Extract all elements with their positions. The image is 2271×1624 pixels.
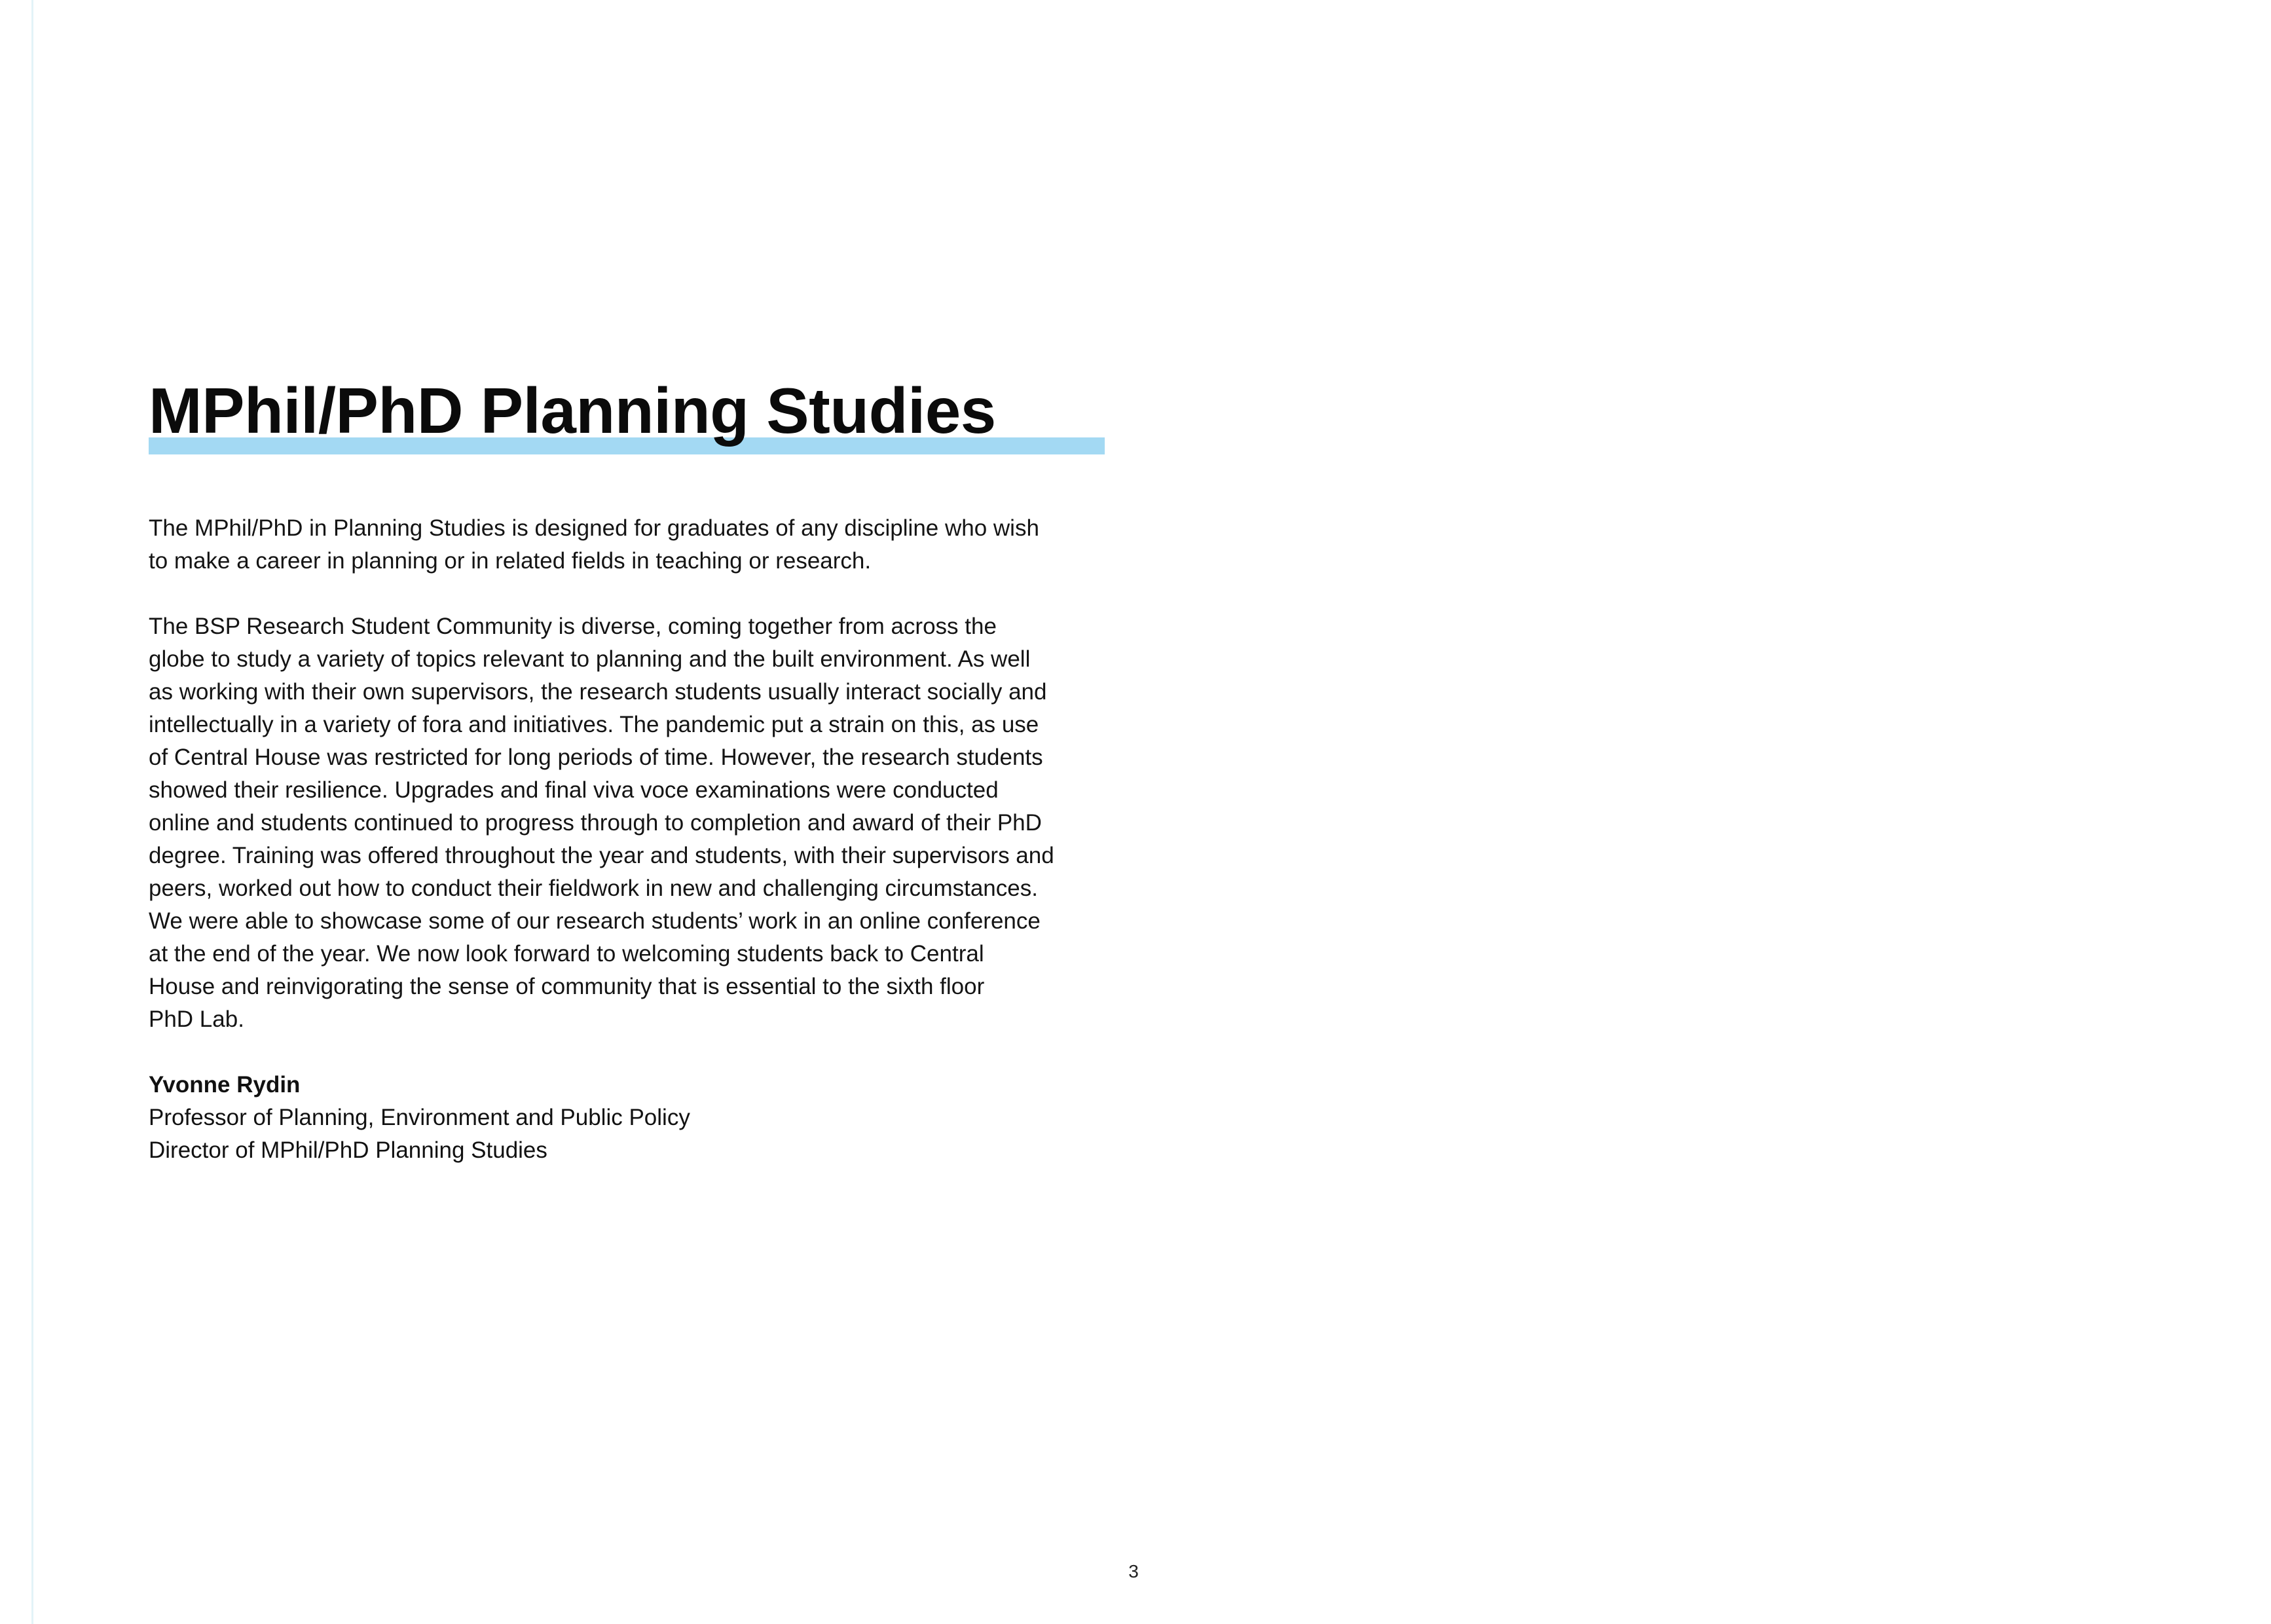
signature-position: Director of MPhil/PhD Planning Studies [149, 1137, 547, 1163]
signature-role: Professor of Planning, Environment and Public Policy [149, 1105, 690, 1130]
page-content [149, 367, 1105, 1167]
signature-block [149, 1069, 1105, 1167]
page-number: 3 [1128, 1561, 1139, 1581]
intro-paragraph: The MPhil/PhD in Planning Studies is designed for graduates of any discipline who wish to make a career in planning or in related fields in teaching or research. [149, 515, 1039, 574]
community-paragraph: The BSP Research Student Community is diverse, coming together from across the globe to study a variety of topics relevant to planning and the built environment. As well as working with their own supervisors, the research students usually interact socially and intellectually in a variety of fora and initiatives. The pandemic put a strain on this, as use of Central House was restricted for long periods of time. However, the research students showed their resilience. Upgrades and final viva voce examinations were conducted online and students continued to progress through to completion and award of their PhD degree. Training was offered throughout the year and students, with their supervisors and peers, worked out how to conduct their fieldwork in new and challenging circumstances. We were able to showcase some of our research students’ work in an online conference at the end of the year. We now look forward to welcoming students back to Central House and reinvigorating the sense of community that is essential to the sixth floor PhD Lab. [149, 614, 1054, 1032]
page-title: MPhil/PhD Planning Studies [149, 375, 996, 447]
page-edge-line [31, 0, 33, 1624]
title-block [149, 367, 1105, 458]
signature-name: Yvonne Rydin [149, 1072, 301, 1098]
